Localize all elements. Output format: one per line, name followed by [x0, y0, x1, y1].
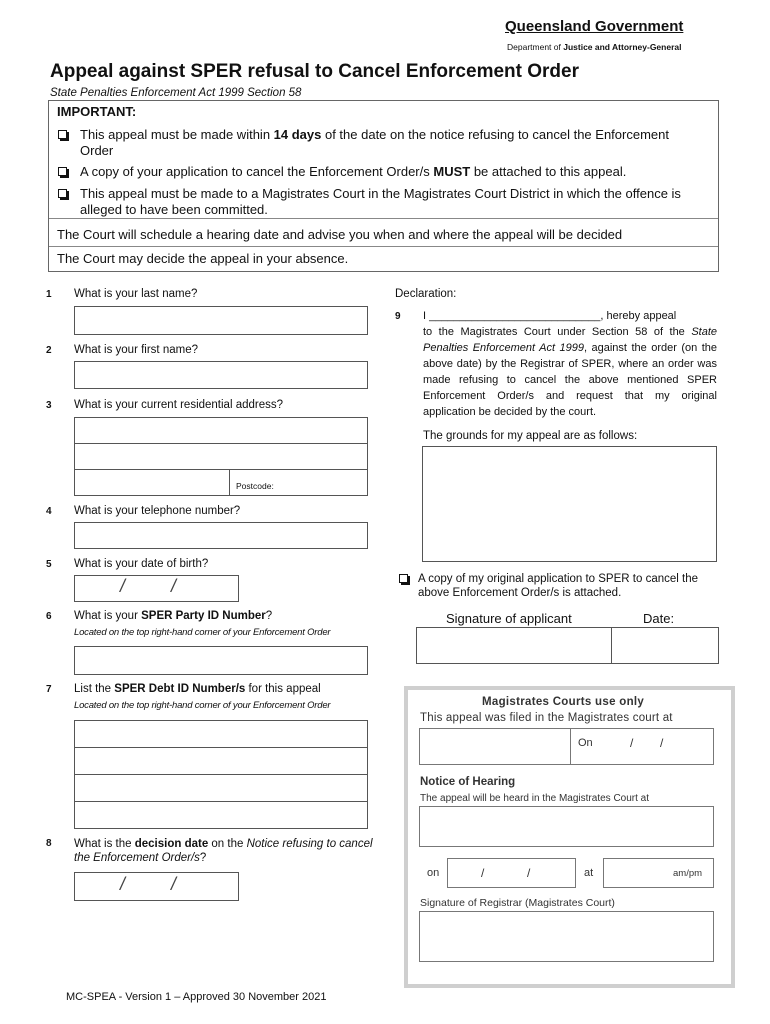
- attachment-checkbox[interactable]: [399, 574, 408, 583]
- hearing-date-field[interactable]: [447, 858, 576, 888]
- question-number: 8: [46, 838, 52, 849]
- hearing-at-label: at: [584, 867, 594, 879]
- date-separator: /: [171, 874, 177, 894]
- question-label: List the SPER Debt ID Number/s for this appeal: [74, 683, 321, 695]
- address-line-1-field[interactable]: [74, 417, 368, 444]
- important-note-2: The Court may decide the appeal in your absence.: [57, 251, 349, 266]
- question-number: 9: [395, 311, 401, 322]
- question-label: What is your first name?: [74, 344, 198, 356]
- question-number: 2: [46, 345, 52, 356]
- date-separator: /: [481, 866, 485, 880]
- date-separator: /: [120, 576, 126, 596]
- address-line-2-field[interactable]: [74, 443, 368, 470]
- signature-label: Signature of applicant: [446, 611, 572, 626]
- date-of-birth-field[interactable]: [74, 575, 239, 602]
- court-on-label: On: [578, 737, 593, 749]
- hearing-location-field[interactable]: [419, 806, 714, 847]
- signature-date-field[interactable]: [611, 627, 719, 664]
- first-name-field[interactable]: [74, 361, 368, 389]
- question-number: 1: [46, 289, 52, 300]
- question-number: 7: [46, 684, 52, 695]
- question-number: 5: [46, 559, 52, 570]
- decision-date-field[interactable]: [74, 872, 239, 901]
- date-label: Date:: [643, 611, 675, 626]
- question-label: What is your SPER Party ID Number?: [74, 610, 273, 622]
- important-heading: IMPORTANT:: [57, 104, 137, 119]
- date-separator: /: [630, 736, 634, 750]
- checkbox-icon: [58, 167, 67, 176]
- question-label: What is the decision date on the Notice refusing to cancel the Enforcement Order/s?: [74, 838, 373, 864]
- sper-party-id-field[interactable]: [74, 646, 368, 675]
- grounds-label: The grounds for my appeal are as follows:: [423, 430, 638, 442]
- sper-debt-id-field-1[interactable]: [74, 720, 368, 748]
- question-label: What is your current residential address?: [74, 399, 284, 411]
- checkbox-icon: [58, 130, 67, 139]
- address-line-3-field[interactable]: [74, 469, 230, 496]
- declaration-text: to the Magistrates Court under Section 58 of the State Penalties Enforcement Act 1999, against the order (on the above date) by the Registrar of SPER, where an order was made refusing to cancel the above mentioned SPER Enforcement Order/s and request that my original application be decided by the court.: [423, 326, 718, 418]
- attachment-text: A copy of my original application to SPER to cancel the above Enforcement Order/s is attached.: [418, 573, 698, 599]
- sper-debt-id-field-3[interactable]: [74, 774, 368, 802]
- date-separator: /: [527, 866, 531, 880]
- court-use-heading: Magistrates Courts use only: [482, 696, 645, 708]
- sper-debt-id-field-2[interactable]: [74, 747, 368, 775]
- last-name-field[interactable]: [74, 306, 368, 335]
- hearing-on-label: on: [427, 867, 440, 879]
- registrar-signature-field[interactable]: [419, 911, 714, 962]
- telephone-field[interactable]: [74, 522, 368, 549]
- postcode-label: Postcode:: [236, 481, 274, 491]
- question-label: What is your last name?: [74, 288, 198, 300]
- important-note-1: The Court will schedule a hearing date and advise you when and where the appeal will be decided: [57, 227, 623, 242]
- signature-field[interactable]: [416, 627, 612, 664]
- grounds-field[interactable]: [422, 446, 717, 562]
- date-separator: /: [660, 736, 664, 750]
- sper-debt-id-field-4[interactable]: [74, 801, 368, 829]
- page-title: Appeal against SPER refusal to Cancel Enforcement Order: [50, 61, 579, 82]
- question-label: What is your date of birth?: [74, 558, 209, 570]
- checkbox-icon: [58, 189, 67, 198]
- question-hint: Located on the top right-hand corner of your Enforcement Order: [74, 627, 331, 638]
- page-subtitle: State Penalties Enforcement Act 1999 Section 58: [50, 87, 302, 99]
- declaration-heading: Declaration:: [395, 288, 457, 300]
- question-label: What is your telephone number?: [74, 505, 241, 517]
- court-filed-location-field[interactable]: [419, 728, 571, 765]
- question-number: 6: [46, 611, 52, 622]
- date-separator: /: [120, 874, 126, 894]
- ampm-label: am/pm: [673, 868, 703, 879]
- footer-version: MC-SPEA - Version 1 – Approved 30 November 2021: [66, 991, 327, 1003]
- date-separator: /: [171, 576, 177, 596]
- question-number: 4: [46, 506, 52, 517]
- notice-of-hearing-heading: Notice of Hearing: [420, 776, 516, 788]
- notice-of-hearing-text: The appeal will be heard in the Magistrates Court at: [420, 793, 650, 804]
- government-name: Queensland Government: [505, 18, 684, 35]
- registrar-signature-label: Signature of Registrar (Magistrates Court): [420, 897, 615, 909]
- court-filed-label: This appeal was filed in the Magistrates court at: [420, 712, 673, 724]
- question-hint: Located on the top right-hand corner of your Enforcement Order: [74, 700, 331, 711]
- declaration-name-line: I ____________________________, hereby appeal: [423, 310, 677, 322]
- department-name: Department of Justice and Attorney-General: [507, 42, 682, 52]
- question-number: 3: [46, 400, 52, 411]
